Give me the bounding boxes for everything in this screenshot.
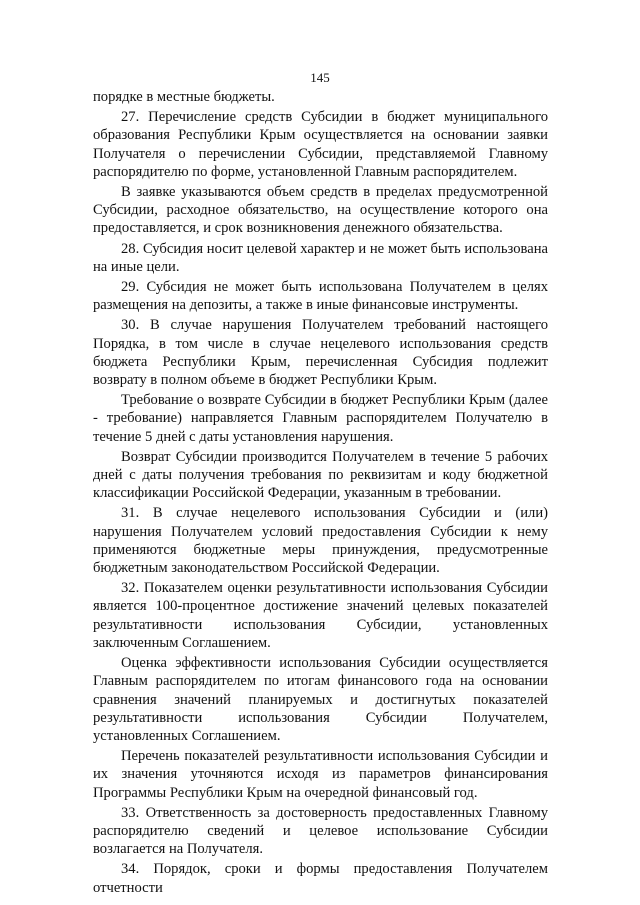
paragraph-continuation: порядке в местные бюджеты. [93,89,275,105]
page-number: 145 [310,70,330,85]
paragraph-application-contents: В заявке указываются объем средств в пределах предусмотренной Субсидии, расходное обязательство, на осуществление которого она предоставляется, и срок возникновения денежного обязательства. [93,184,548,237]
paragraph-refund-procedure: Возврат Субсидии производится Получателем в течение 5 рабочих дней с даты получения требования по реквизитам и коду бюджетной классификации Российской Федерации, указанным в требовании. [93,448,548,502]
paragraph-item-29: 29. Субсидия не может быть использована Получателем в целях размещения на депозиты, а также в иные финансовые инструменты. [93,279,548,314]
paragraph-item-33: 33. Ответственность за достоверность предоставленных Главному распорядителю сведений и целевое использование Субсидии возлагается на Получателя. [93,804,548,858]
document-body [93,88,548,899]
paragraph-item-32: 32. Показателем оценки результативности использования Субсидии является 100-процентное достижение значений целевых показателей результативности использования Субсидии, установленных заключенным Соглашением. [93,580,548,651]
paragraph-item-30: 30. В случае нарушения Получателем требований настоящего Порядка, в том числе в случае нецелевого использования средств бюджета Республики Крым, перечисленная Субсидия подлежит возврату в полном объеме в бюджет Республики Крым. [93,317,548,389]
paragraph-item-34: 34. Порядок, сроки и формы предоставления Получателем отчетности [93,861,548,896]
paragraph-item-31: 31. В случае нецелевого использования Субсидии и (или) нарушения Получателем условий предоставления Субсидии к нему применяются бюджетные меры принуждения, предусмотренные бюджетным законодательством Российской Федерации. [93,505,548,577]
paragraph-refund-demand: Требование о возврате Субсидии в бюджет Республики Крым (далее - требование) направляется Главным распорядителем Получателю в течение 5 дней с даты установления нарушения. [93,392,548,445]
paragraph-efficiency-assessment: Оценка эффективности использования Субсидии осуществляется Главным распорядителем по итогам финансового года на основании сравнения значений планируемых и достигнутых показателей результативности использования Субсидии Получателем, установленных Соглашением. [93,655,548,744]
paragraph-item-27: 27. Перечисление средств Субсидии в бюджет муниципального образования Республики Крым осуществляется на основании заявки Получателя о перечислении Субсидии, представляемой Главному распорядителю по форме, установленной Главным распорядителем. [93,109,548,180]
paragraph-indicators-list: Перечень показателей результативности использования Субсидии и их значения уточняются исходя из параметров финансирования Программы Республики Крым на очередной финансовый год. [93,748,548,801]
paragraph-item-28: 28. Субсидия носит целевой характер и не может быть использована на иные цели. [93,240,548,275]
